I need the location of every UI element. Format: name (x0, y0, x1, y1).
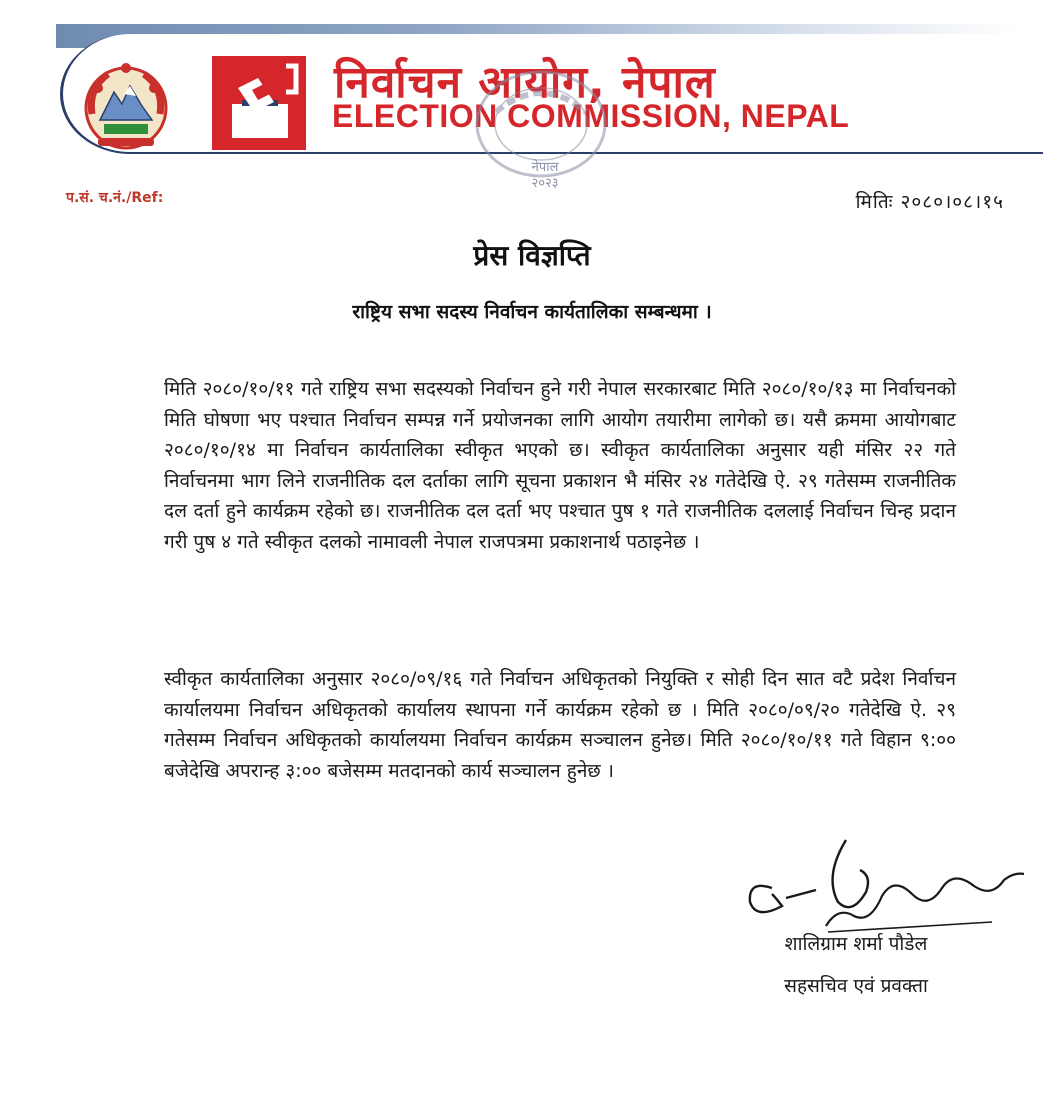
body-paragraph: स्वीकृत कार्यतालिका अनुसार २०८०/०९/१६ गते निर्वाचन अधिकृतको नियुक्ति र सोही दिन सात वटै प्रदेश निर्वाचन कार्यालयमा निर्वाचन अधिकृतको कार्यालय स्थापना गर्ने कार्यक्रम रहेको छ । मिति २०८०/०९/२० गतेदेखि ऐ. २९ गतेसम्म निर्वाचन अधिकृतको कार्यालयमा निर्वाचन कार्यक्रम सञ्चालन हुनेछ। मिति २०८०/१०/११ गते विहान ९:०० बजेदेखि अपरान्ह ३:०० बजेसम्म मतदानको कार्य सञ्चालन हुनेछ । (164, 668, 956, 782)
seal-text-line: नेपाल (531, 160, 559, 175)
document-date: मितिः २०८०।०८।१५ (855, 191, 1004, 213)
letterhead-title-english: ELECTION COMMISSION, NEPAL (332, 98, 850, 134)
seal-text-line: २०२३ (531, 176, 559, 191)
document-subject: राष्ट्रिय सभा सदस्य निर्वाचन कार्यतालिका सम्बन्धमा । (352, 301, 712, 323)
nepal-emblem-icon (78, 58, 174, 154)
signer-title: सहसचिव एवं प्रवक्ता (784, 975, 928, 997)
document-heading: प्रेस विज्ञप्ति (473, 239, 591, 272)
letterhead-title-nepali: निर्वाचन आयोग, नेपाल (334, 57, 716, 108)
reference-label: प.सं. च.नं./Ref: (66, 190, 164, 206)
signer-name: शालिग्राम शर्मा पौडेल (784, 933, 928, 955)
election-commission-logo-icon (212, 56, 306, 150)
handwritten-signature-icon (742, 836, 1032, 936)
seal-text (520, 160, 570, 192)
body-paragraph: मिति २०८०/१०/११ गते राष्ट्रिय सभा सदस्यको निर्वाचन हुने गरी नेपाल सरकारबाट मिति २०८०/१०/१३ मा निर्वाचनको मिति घोषणा भए पश्चात निर्वाचन सम्पन्न गर्ने प्रयोजनका लागि आयोग तयारीमा लागेको छ। यसै क्रममा आयोगबाट २०८०/१०/१४ मा निर्वाचन कार्यतालिका स्वीकृत भएको छ। स्वीकृत कार्यतालिका अनुसार यही मंसिर २२ गते निर्वाचनमा भाग लिने राजनीतिक दल दर्ताका लागि सूचना प्रकाशन भै मंसिर २४ गतेदेखि ऐ. २९ गतेसम्म राजनीतिक दल दर्ता हुने कार्यक्रम रहेको छ। राजनीतिक दल दर्ता भए पश्चात पुष १ गते राजनीतिक दललाई निर्वाचन चिन्ह प्रदान गरी पुष ४ गते स्वीकृत दलको नामावली नेपाल राजपत्रमा प्रकाशनार्थ पठाइनेछ । (164, 378, 956, 553)
